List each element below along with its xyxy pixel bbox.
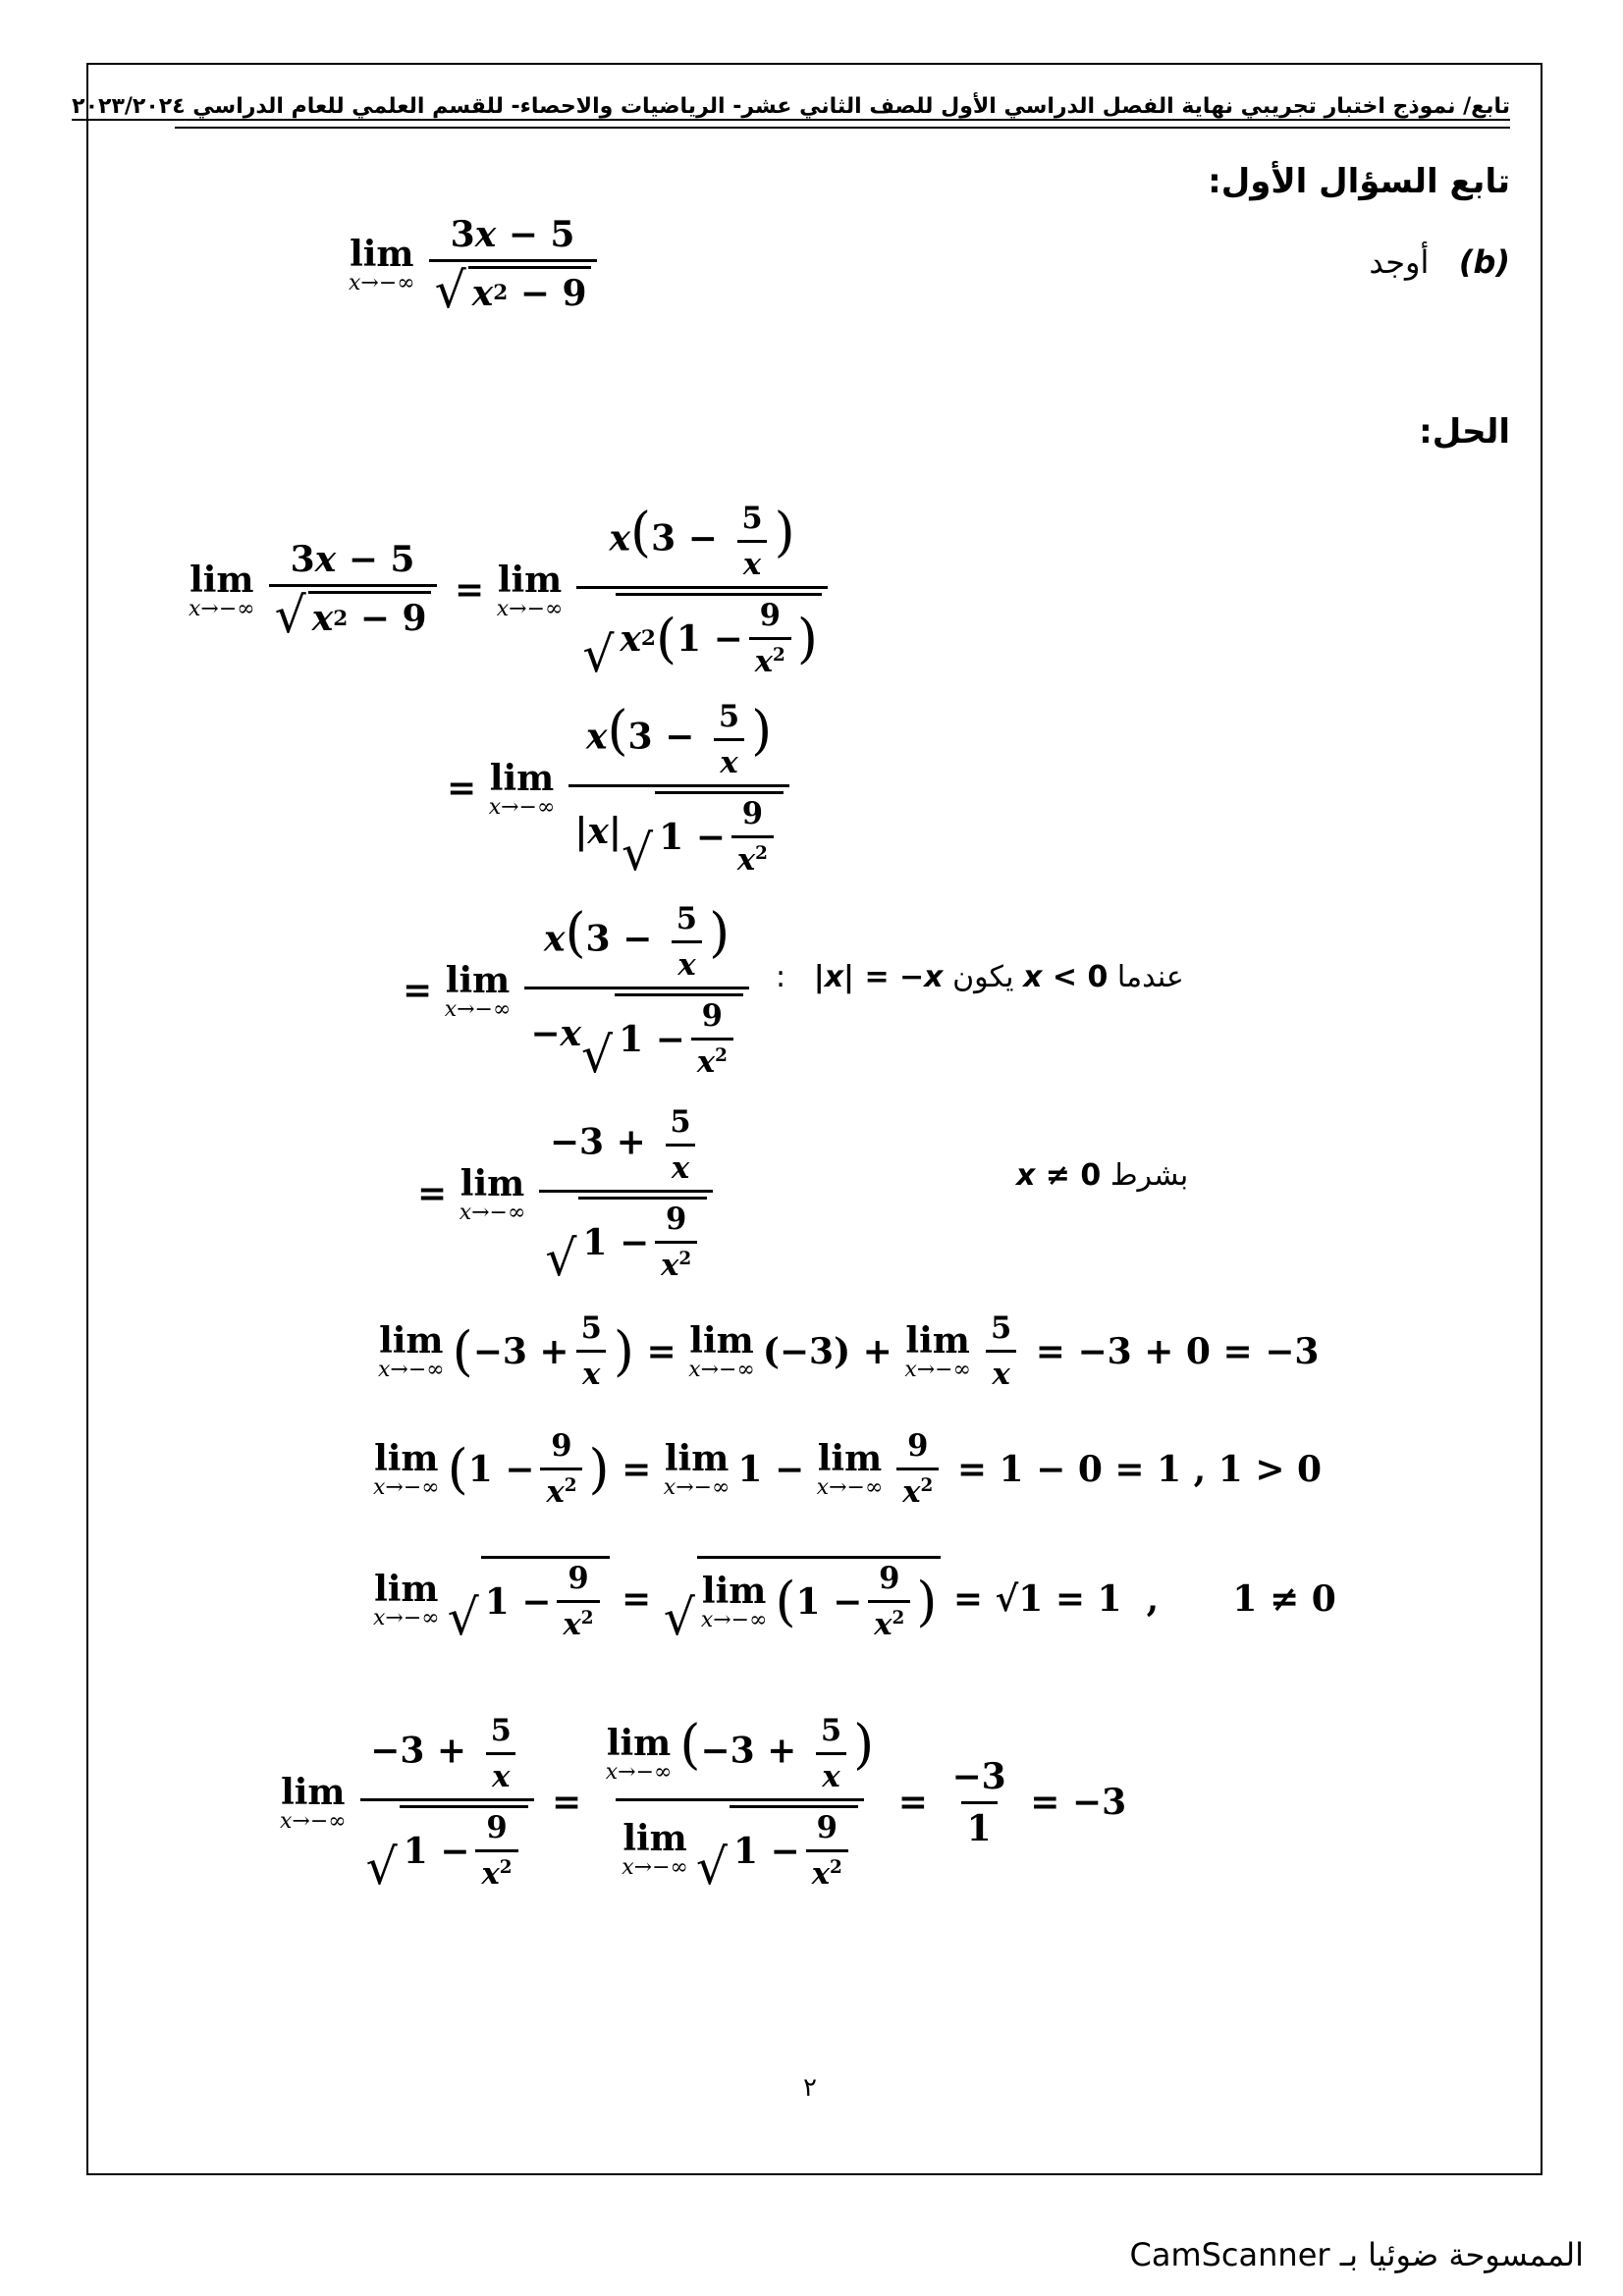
question-part [1369, 243, 1510, 281]
note-condition-label: بشرط [1109, 1158, 1189, 1193]
page-number: ٢ [803, 2073, 817, 2103]
solution-step-5: lim x→−∞ ( −3 + $\frac{5}{x}$ ) = lim x→−∞ (−3) + lim x→−∞ $\frac{5}{x}$ = −3 + 0 = −3 [378, 1310, 1320, 1392]
note-it-is: يكون [952, 960, 1014, 994]
solution-step-6: lim x→−∞ ( 1 − $\frac{9}{x^2}$ ) = lim x→−∞ 1 − lim x→−∞ $\frac{9}{x^2}$ = 1 − 0 = 1 , 1 > 0 [373, 1428, 1323, 1510]
solution-step-7: lim x→−∞ √ 1 − $\frac{9}{x^2}$ = √ lim x→−∞ ( 1 − $\frac{9}{x^2}$ ) = √1 = 1 , 1 ≠ 0 [373, 1556, 1336, 1642]
note-when: عندما [1116, 960, 1184, 994]
camscanner-footer: الممسوحة ضوئيا بـ CamScanner [1129, 2236, 1584, 2273]
question-expression: lim x→−∞ 3x − 5 √ x 2 − 9 [349, 214, 603, 315]
part-label: (b) [1458, 243, 1510, 281]
question-heading: تابع السؤال الأول: [1208, 162, 1510, 201]
solution-step-2: = lim x→−∞ x(3 − $\frac{5}{x}$ ) |x| √ 1 − $\frac{9}{x^2}$ [447, 699, 795, 878]
solution-step-8: lim x→−∞ −3 + $\frac{5}{x}$ √ 1 − $\frac{9}{x^2}$ = lim x→−∞ (−3 + $\frac{5}{x}$ ) lim x→−∞ √ 1 − $\frac{9}{x^2}$ = $\frac{-3}{1}$ = −3 [280, 1713, 1127, 1896]
note-abs-value: عندما x < 0 يكون |x| = −x : [776, 960, 1184, 994]
document-header: تابع/ نموذج اختبار تجريبي نهاية الفصل الدراسي الأول للصف الثاني عشر- الرياضيات والاحصاء- للقسم العلمي للعام الدراسي ٢٠٢٣/٢٠٢٤ [175, 94, 1510, 129]
solution-step-1: lim x→−∞ 3x − 5 √ x 2 − 9 = lim x→−∞ x(3 − $\frac{5}{x}$ ) √ x 2 ( 1 − $\frac{9}{x^2}$ ) [189, 501, 834, 679]
solution-step-3: = lim x→−∞ x(3 − $\frac{5}{x}$ ) −x √ 1 − $\frac{9}{x^2}$ [403, 901, 755, 1080]
find-label: أوجد [1369, 243, 1430, 281]
solution-heading: الحل: [1419, 412, 1510, 452]
solution-step-4: = lim x→−∞ −3 + $\frac{5}{x}$ √ 1 − $\frac{9}{x^2}$ [417, 1104, 719, 1283]
note-condition: بشرط x ≠ 0 [1016, 1158, 1189, 1193]
